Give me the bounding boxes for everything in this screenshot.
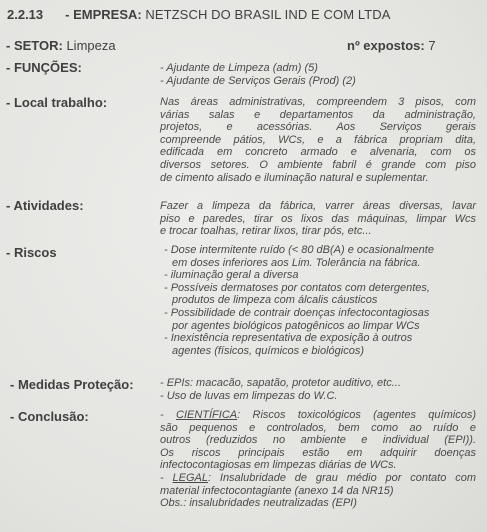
text-line: material infectocontagiante (anexo 14 da NR15) [160, 484, 394, 497]
empresa-label: - EMPRESA: [65, 7, 142, 22]
atividades-label-text: - Atividades: [6, 198, 84, 213]
text-line: Fazer a limpeza da fábrica, varrer áreas diversas, lavar [160, 200, 476, 212]
medidas-label [10, 377, 134, 392]
legal-line [160, 472, 476, 485]
funcoes-label [6, 60, 82, 75]
risco-item: produtos de limpeza com álcalis cáusticos [172, 294, 378, 307]
funcao-item: - Ajudante de Serviços Gerais (Prod) (2) [160, 74, 356, 87]
funcoes-list [160, 62, 356, 87]
conclusao-label [10, 409, 89, 424]
section-number: 2.2.13 [7, 7, 44, 22]
medidas-label-text: - Medidas Proteção: [10, 377, 134, 392]
text-line: piso e paredes, tirar os lixos das máquinas, limpar Wcs [160, 212, 476, 225]
bullet-prefix: - [160, 409, 176, 421]
conclusao-label-text: - Conclusão: [10, 409, 89, 424]
risco-item: - iluminação geral a diversa [164, 269, 299, 282]
local-description [160, 96, 476, 184]
expostos-value: 7 [428, 38, 436, 53]
cientifica-rest: : Riscos toxicológicos (agentes químicos) [237, 409, 476, 421]
risco-item: agentes (físicos, químicos e biológicos) [172, 344, 364, 357]
cientifica-label: CIENTÍFICA [176, 409, 238, 421]
atividades-label [6, 198, 84, 213]
risco-item: por agentes biológicos patogênicos ao limpar WCs [172, 319, 420, 332]
empresa-name: NETZSCH DO BRASIL IND E COM LTDA [145, 7, 391, 22]
conclusao-text [160, 409, 476, 510]
riscos-label-text: - Riscos [6, 245, 57, 260]
risco-item: - Possíveis dermatoses por contatos com detergentes, [164, 281, 430, 294]
bullet-prefix: - [160, 471, 173, 484]
text-line: são pequenos e controlados, bem como ao ruído e [160, 421, 476, 434]
text-line: projetos, e acessórias. Aos Serviços gerais [160, 121, 476, 134]
funcao-item: - Ajudante de Limpeza (adm) (5) [160, 62, 318, 74]
text-line: Nas áreas administrativas, compreendem 3 pisos, com [160, 96, 476, 108]
riscos-list [164, 244, 434, 357]
text-line: infectocontagiosas em limpezas diárias de WCs. [160, 459, 397, 472]
medida-item: - Uso de luvas em limpezas do W.C. [160, 389, 338, 402]
section-header [7, 7, 391, 22]
medida-item: - EPIs: macacão, sapatão, protetor auditivo, etc... [160, 377, 401, 389]
risco-item: - Possibilidade de contrair doenças infectocontagiosas [164, 306, 430, 319]
risco-item: - Inexistência representativa de exposição à outros [164, 332, 413, 345]
legal-label: LEGAL [172, 471, 208, 484]
text-line: Os riscos principais estão em adquirir doenças [160, 446, 476, 459]
riscos-label [6, 245, 57, 260]
text-line: edificada em concreto armado e alvenaria, com os [160, 146, 476, 159]
setor-label: - SETOR: [6, 38, 63, 53]
setor-row [6, 38, 116, 53]
text-line: Obs.: insalubridades neutralizadas (EPI) [160, 497, 357, 510]
text-line: diversos setores. O ambiente fabril é grande com piso [160, 158, 476, 171]
text-line: e trocar toalhas, retirar lixos, tirar pós, etc... [160, 225, 372, 238]
expostos-label: nº expostos: [347, 38, 425, 53]
text-line: de cimento alisado e iluminação natural e suplementar. [160, 171, 429, 184]
funcoes-label-text: - FUNÇÕES: [6, 60, 82, 75]
local-label-text: - Local trabalho: [6, 95, 108, 110]
medidas-list [160, 377, 401, 402]
expostos-count [347, 38, 436, 53]
atividades-description [160, 200, 476, 238]
risco-item: - Dose intermitente ruído (< 80 dB(A) e ocasionalmente [164, 244, 434, 256]
text-line: compreende pátios, WCs, e a fábrica propriam dita, [160, 133, 476, 146]
risco-item: em doses inferiores aos Lim. Tolerância na fábrica. [172, 256, 421, 269]
cientifica-line [160, 409, 476, 422]
setor-value: Limpeza [66, 38, 116, 53]
text-line: outros (reduzidos no ambiente e individual (EPI)). [160, 434, 476, 447]
text-line: várias salas e departamentos da administração, [160, 108, 476, 121]
legal-rest: : Insalubridade de grau médio por contato com [207, 471, 476, 484]
local-label [6, 95, 107, 110]
